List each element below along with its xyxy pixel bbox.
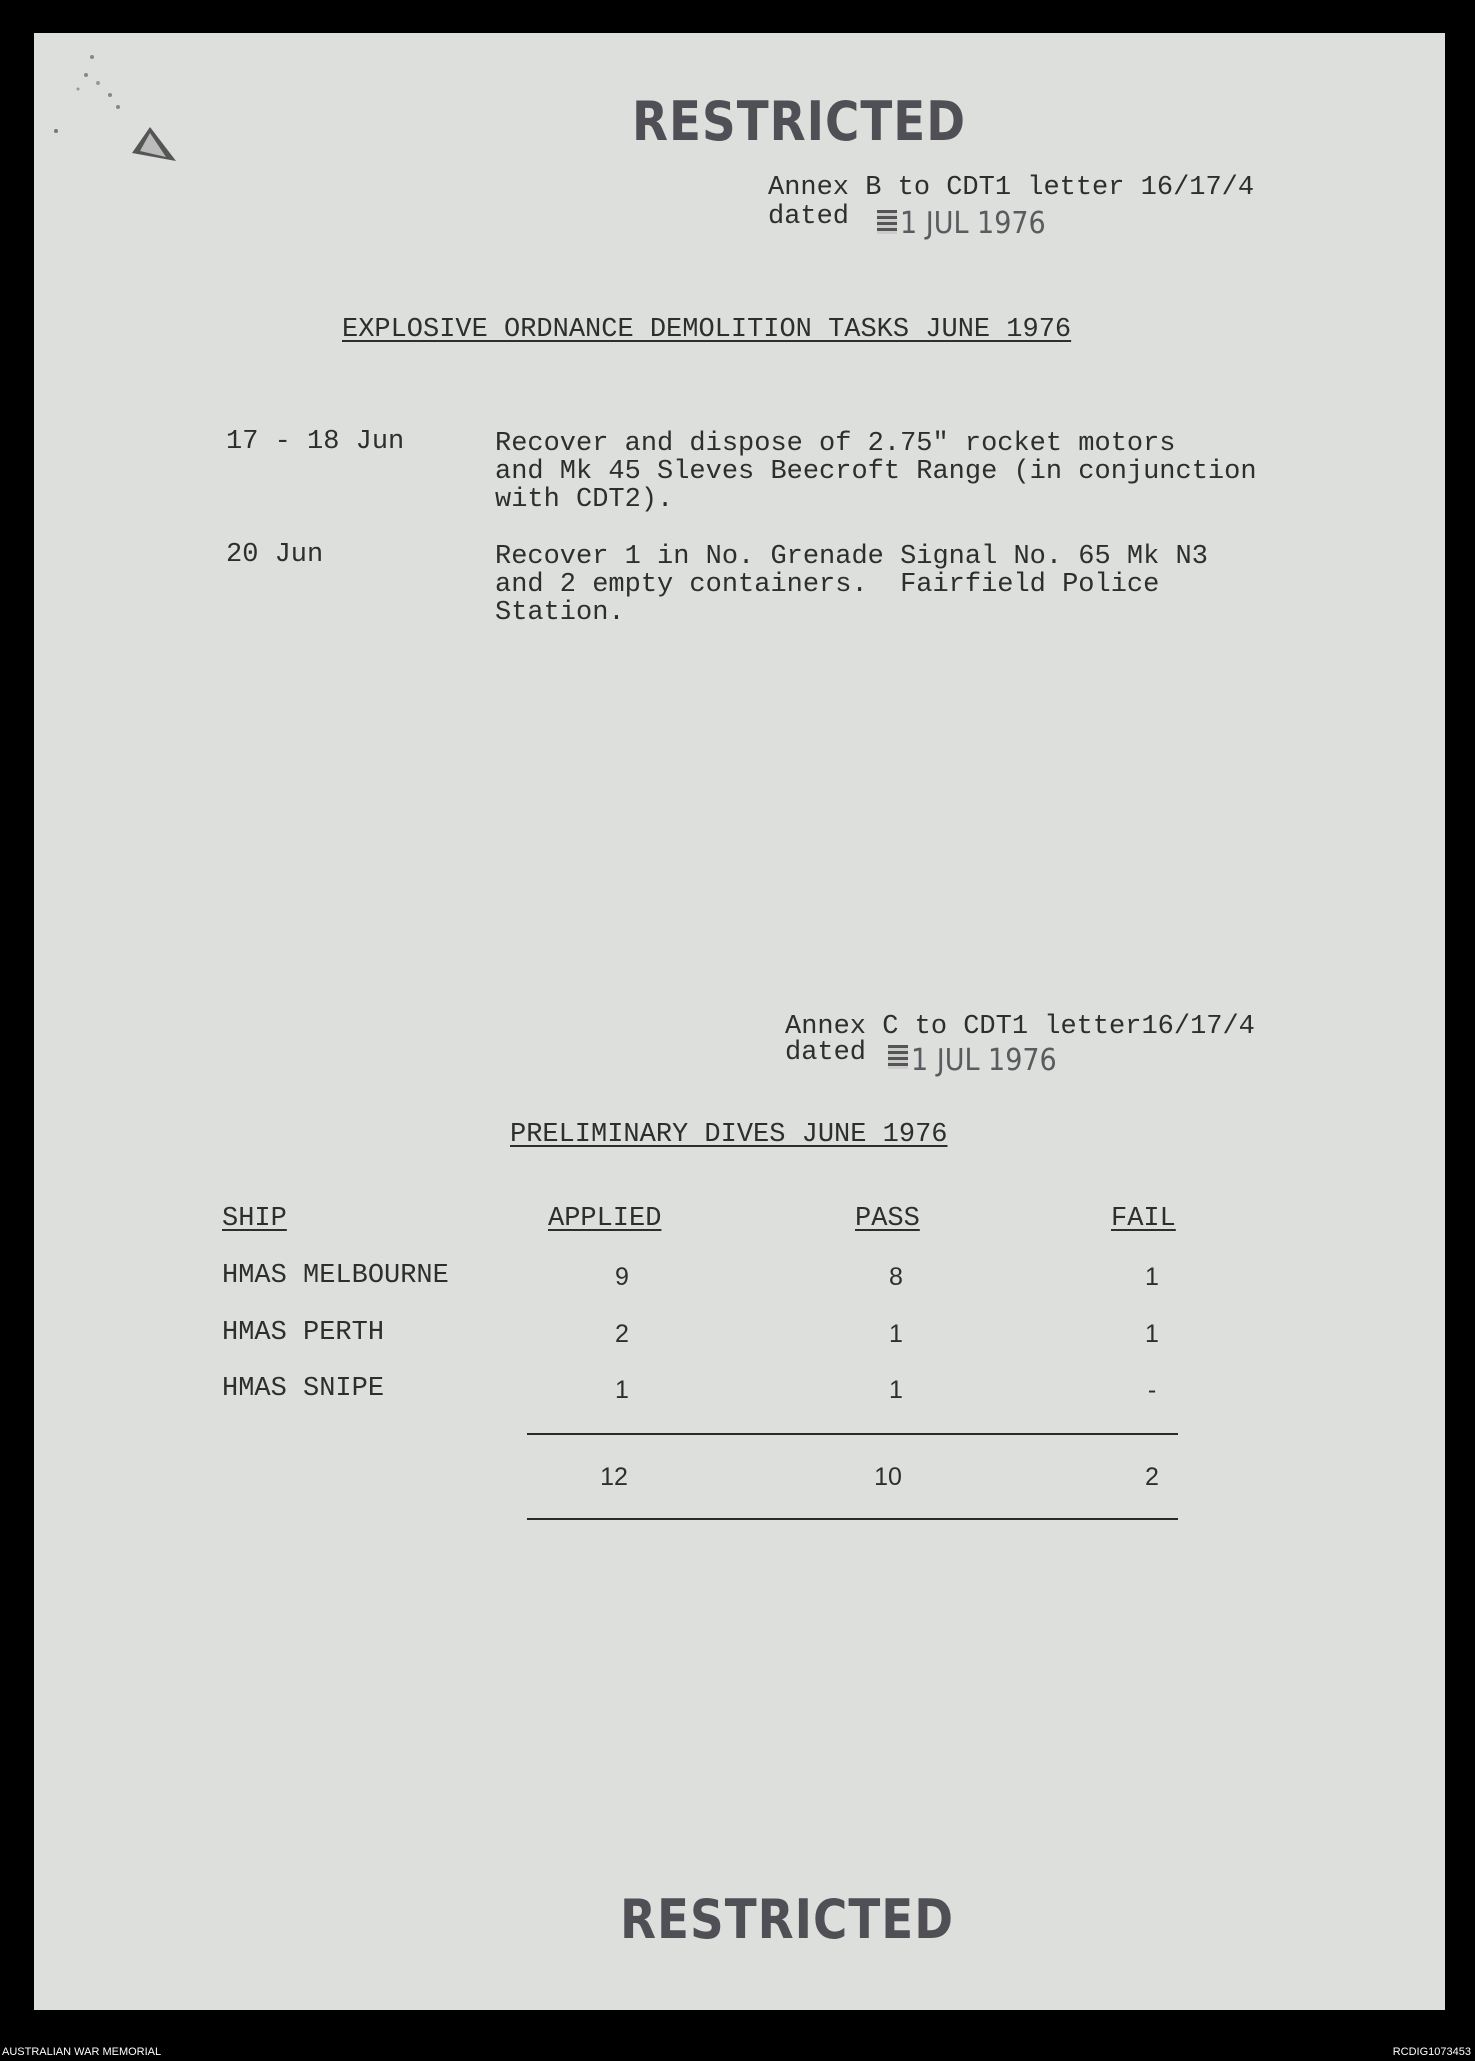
header-ship: SHIP	[222, 1204, 287, 1234]
row2-pass: 1	[889, 1320, 903, 1348]
row1-ship: HMAS MELBOURNE	[222, 1261, 449, 1291]
total-pass: 10	[874, 1463, 902, 1491]
totals-bottom-rule	[527, 1518, 1178, 1520]
row2-fail: 1	[1145, 1320, 1159, 1348]
section2-title: PRELIMINARY DIVES JUNE 1976	[510, 1120, 948, 1150]
annex-b-date-block	[877, 210, 897, 234]
task2-line3: Station.	[495, 598, 625, 628]
total-applied: 12	[600, 1463, 628, 1491]
row3-ship: HMAS SNIPE	[222, 1374, 385, 1404]
totals-top-rule	[527, 1433, 1178, 1435]
row2-ship: HMAS PERTH	[222, 1318, 385, 1348]
task1-line3: with CDT2).	[495, 485, 674, 515]
annex-b-dated-label: dated	[768, 202, 850, 232]
annex-c-reference: Annex C to CDT1 letter16/17/4	[785, 1012, 1255, 1042]
task2-date: 20 Jun	[226, 540, 324, 570]
total-fail: 2	[1145, 1463, 1159, 1491]
footer-record-id: RCDIG1073453	[1392, 2046, 1471, 2058]
annex-b-date-stamp: 1 JUL 1976	[900, 206, 1046, 241]
header-applied: APPLIED	[548, 1204, 662, 1234]
task1-line2: and Mk 45 Sleves Beecroft Range (in conjunction	[495, 457, 1257, 487]
row3-applied: 1	[615, 1376, 629, 1404]
annex-b-reference: Annex B to CDT1 letter 16/17/4	[768, 173, 1255, 203]
task2-line1: Recover 1 in No. Grenade Signal No. 65 Mk N3	[495, 542, 1208, 572]
row3-pass: 1	[889, 1376, 903, 1404]
row2-applied: 2	[615, 1320, 629, 1348]
row1-fail: 1	[1145, 1263, 1159, 1291]
header-pass: PASS	[855, 1204, 920, 1234]
task1-line1: Recover and dispose of 2.75" rocket motors	[495, 429, 1176, 459]
annex-c-date-block	[888, 1045, 908, 1069]
annex-c-dated-label: dated	[785, 1038, 867, 1068]
staple-mark	[50, 45, 190, 175]
footer-archive-name: AUSTRALIAN WAR MEMORIAL	[2, 2046, 162, 2058]
task1-date: 17 - 18 Jun	[226, 427, 405, 457]
restricted-stamp-bottom: RESTRICTED	[620, 1888, 955, 1952]
row1-pass: 8	[889, 1263, 903, 1291]
annex-c-date-stamp: 1 JUL 1976	[911, 1043, 1057, 1078]
row3-fail: -	[1147, 1376, 1157, 1404]
section1-title: EXPLOSIVE ORDNANCE DEMOLITION TASKS JUNE 1976	[342, 315, 1072, 345]
row1-applied: 9	[615, 1263, 629, 1291]
task2-line2: and 2 empty containers. Fairfield Police	[495, 570, 1160, 600]
header-fail: FAIL	[1111, 1204, 1176, 1234]
restricted-stamp-top: RESTRICTED	[632, 90, 967, 154]
